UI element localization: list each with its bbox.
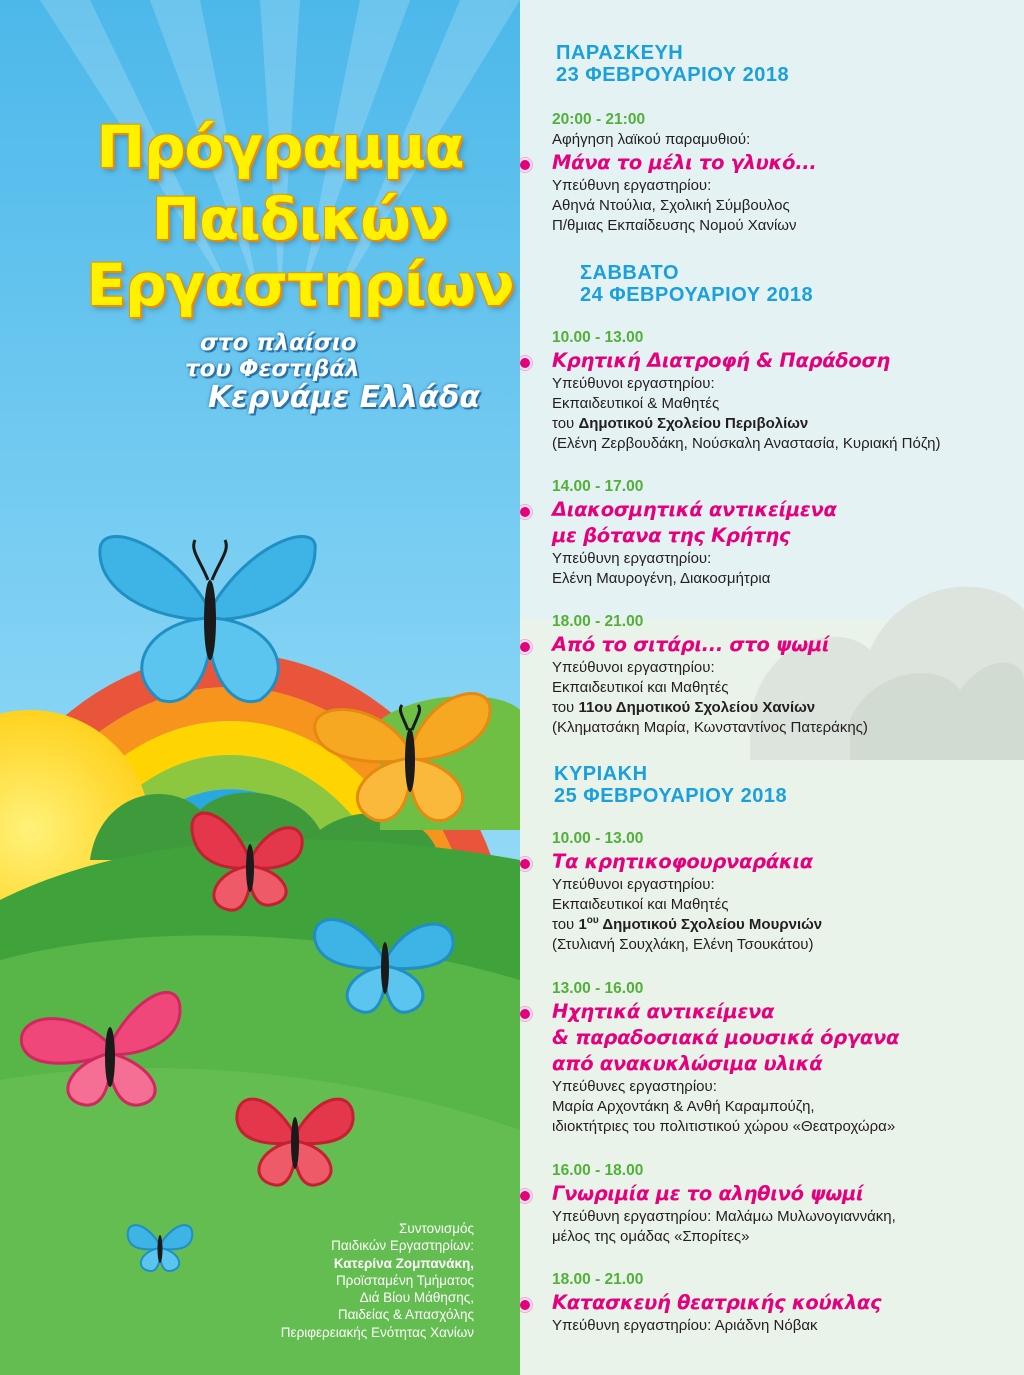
credits-coordinator-name: Κατερίνα Ζομπανάκη,: [333, 1255, 474, 1271]
event-detail: Υπεύθυνη εργαστηρίου: Αριάδνη Νόβακ: [552, 1317, 818, 1334]
event-item: [552, 477, 1012, 589]
event-title-line: & παραδοσιακά μουσικά όργανα: [552, 1026, 900, 1049]
event-title-line: με βότανα της Κρήτης: [552, 524, 791, 547]
event-time: 18.00 - 21.00: [552, 1271, 644, 1288]
poster-subtitle-line-3: Κερνάμε Ελλάδα: [208, 380, 480, 415]
event-item: [552, 612, 1012, 738]
event-detail: Εκπαιδευτικοί & Μαθητές: [552, 395, 720, 412]
event-title: Από το σιτάρι... στο ψωμί: [552, 633, 830, 656]
poster-title-line-2: Παιδικών: [151, 185, 449, 253]
event-detail: Υπεύθυνη εργαστηρίου:: [552, 177, 712, 194]
event-item: [552, 1270, 1012, 1336]
event-time: 10.00 - 13.00: [552, 830, 644, 847]
event-item: [552, 328, 1012, 454]
day-header-saturday: ΣΑΒΒΑΤΟ 24 ΦΕΒΡΟΥΑΡΙΟΥ 2018: [580, 262, 814, 306]
event-title: Κρητική Διατροφή & Παράδοση: [552, 349, 890, 372]
event-intro: Αφήγηση λαϊκού παραμυθιού:: [552, 131, 751, 148]
day-header-sunday: ΚΥΡΙΑΚΗ 25 ΦΕΒΡΟΥΑΡΙΟΥ 2018: [554, 763, 788, 807]
event-detail: Ελένη Μαυρογένη, Διακοσμήτρια: [552, 570, 771, 587]
event-item: [552, 979, 1012, 1137]
event-detail: Εκπαιδευτικοί και Μαθητές: [552, 896, 729, 913]
event-time: 10.00 - 13.00: [552, 329, 644, 346]
credits-line: Προϊσταμένη Τμήματος: [335, 1272, 474, 1288]
event-detail: (Κληματσάκη Μαρία, Κωνσταντίνος Πατεράκης): [552, 719, 868, 736]
event-detail: Υπεύθυνοι εργαστηρίου:: [552, 659, 715, 676]
event-time: 13.00 - 16.00: [552, 980, 644, 997]
event-detail: Υπεύθυνη εργαστηρίου:: [552, 550, 712, 567]
credits-line: Παιδικών Εργαστηρίων:: [331, 1238, 474, 1254]
event-title: Γνωριμία με το αληθινό ψωμί: [552, 1182, 864, 1205]
event-detail: Αθηνά Ντούλια, Σχολική Σύμβουλος: [552, 197, 790, 214]
event-detail: Π/θμιας Εκπαίδευσης Νομού Χανίων: [552, 217, 797, 234]
credits-line: Περιφερειακής Ενότητας Χανίων: [280, 1324, 474, 1340]
event-title-line: Διακοσμητικά αντικείμενα: [552, 498, 837, 521]
event-detail: του $1^{o\upsilon}$ Δημοτικού Σχολείου Μουρνιών: [552, 915, 823, 933]
poster-title-line-1: Πρόγραμμα: [96, 113, 464, 181]
event-title-line: από ανακυκλώσιμα υλικά: [552, 1052, 823, 1075]
event-detail: Υπεύθυνοι εργαστηρίου:: [552, 375, 715, 392]
day-header-friday: ΠΑΡΑΣΚΕΥΗ 23 ΦΕΒΡΟΥΑΡΙΟΥ 2018: [556, 42, 790, 86]
event-item: [552, 829, 1012, 955]
schedule-panel: [520, 0, 1024, 1375]
event-title-line: Ηχητικά αντικείμενα: [552, 1000, 775, 1023]
credits-block: [214, 1220, 474, 1341]
event-title: Κατασκευή θεατρικής κούκλας: [552, 1291, 882, 1314]
credits-line: Παιδείας & Απασχόλης: [337, 1307, 474, 1323]
poster-subtitle-line-2: του Φεστιβάλ: [185, 356, 360, 382]
event-time: 18.00 - 21.00: [552, 613, 644, 630]
event-detail: Μαρία Αρχοντάκη & Ανθή Καραμπούζη,: [552, 1098, 815, 1115]
event-detail: του 11ου Δημοτικού Σχολείου Χανίων: [552, 699, 816, 716]
event-title: Τα κρητικοφουρναράκια: [552, 850, 813, 873]
event-title: Μάνα το μέλι το γλυκό...: [552, 151, 817, 174]
event-item: [552, 110, 1012, 236]
credits-line: Συντονισμός: [398, 1221, 474, 1236]
event-detail: Υπεύθυνες εργαστηρίου:: [552, 1078, 717, 1095]
event-detail: ιδιοκτήτριες του πολιτιστικού χώρου «Θεατροχώρα»: [552, 1118, 896, 1135]
event-detail: (Ελένη Ζερβουδάκη, Νούσκαλη Αναστασία, Κυριακή Πόζη): [552, 435, 941, 452]
event-detail: Υπεύθυνοι εργαστηρίου:: [552, 876, 715, 893]
event-time: 14.00 - 17.00: [552, 478, 644, 495]
event-detail: (Στυλιανή Σουχλάκη, Ελένη Τσουκάτου): [552, 936, 814, 953]
poster-title-line-3: Εργαστηρίων: [86, 251, 514, 319]
event-detail: Υπεύθυνη εργαστηρίου: Μαλάμω Μυλωνογιαννάκη,: [552, 1208, 896, 1225]
event-detail: μέλος της ομάδας «Σπορίτες»: [552, 1228, 750, 1245]
event-detail: του Δημοτικού Σχολείου Περιβολίων: [552, 415, 809, 432]
event-detail: Εκπαιδευτικοί και Μαθητές: [552, 679, 729, 696]
event-time: 20:00 - 21:00: [552, 111, 646, 128]
poster-subtitle-line-1: στο πλαίσιο: [200, 330, 357, 356]
event-item: [552, 1161, 1012, 1247]
event-time: 16.00 - 18.00: [552, 1162, 644, 1179]
credits-line: Διά Βίου Μάθησης,: [359, 1290, 474, 1306]
